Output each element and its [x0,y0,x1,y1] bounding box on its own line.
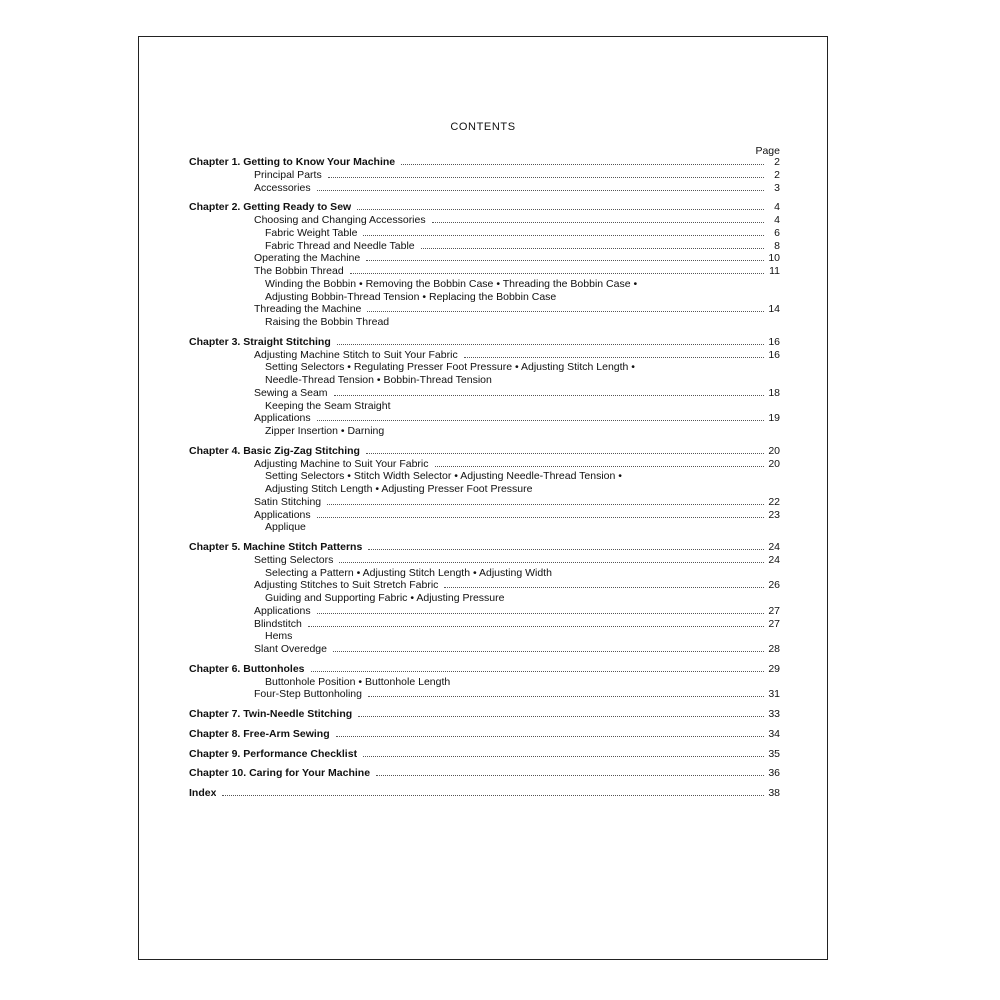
toc-entry [189,483,780,496]
toc-entry-label: Principal Parts [254,168,322,181]
toc-entry [189,412,780,425]
toc-entry [189,605,780,618]
dot-leader [421,247,764,249]
toc-entry [189,458,780,471]
dot-leader [317,189,764,191]
toc-entry [189,400,780,413]
toc-entry-label: Threading the Machine [254,303,362,316]
toc-entry-label: Chapter 6. Buttonholes [189,662,305,675]
dot-leader [328,176,764,178]
toc-page-number: 20 [768,457,780,470]
toc-page-number: 4 [774,214,780,226]
dot-leader [334,394,764,396]
toc-entry [189,567,780,580]
toc-page-number: 11 [769,265,780,277]
dot-leader [311,670,764,672]
toc-page-number: 29 [768,662,780,675]
toc-page-number: 27 [768,617,780,630]
dot-leader [358,715,764,717]
toc-entry [189,643,780,656]
toc-chapter-entry [189,445,780,458]
toc-entry [189,630,780,643]
toc-entry-label: Adjusting Machine Stitch to Suit Your Fabric [254,348,458,361]
toc-entry-label: Accessories [254,181,311,194]
document-page [138,36,828,960]
toc-entry-label: Applications [254,412,311,425]
toc-entry [189,579,780,592]
toc-entry-label: Adjusting Bobbin-Thread Tension • Replacing the Bobbin Case [265,290,557,303]
toc-page-number: 31 [768,688,780,701]
dot-leader [337,343,764,345]
dot-leader [350,272,764,274]
toc-page-number: 27 [768,604,780,617]
toc-chapter-entry [189,336,780,349]
toc-entry-label: Needle-Thread Tension • Bobbin-Thread Tension [265,374,492,386]
toc-entry [189,688,780,701]
toc-entry [189,521,780,534]
toc-entry-label: Satin Stitching [254,495,322,508]
toc-page-number: 16 [768,335,780,348]
toc-entry [189,316,780,329]
toc-entry [189,374,780,387]
toc-chapter-entry [189,201,780,214]
toc-page-number: 23 [768,508,780,521]
toc-entry-label: Zipper Insertion • Darning [265,425,385,437]
toc-entry-label: Chapter 2. Getting Ready to Sew [189,201,352,214]
toc-entry [189,252,780,265]
toc-page-number: 34 [768,727,780,740]
toc-entry [189,496,780,509]
toc-page-number: 3 [774,181,780,194]
dot-leader [357,208,764,210]
toc-entry-label: Four-Step Buttonholing [254,688,362,701]
toc-page-number: 8 [774,239,780,252]
toc-entry [189,509,780,522]
page-title: CONTENTS [450,121,516,133]
toc-page-number: 16 [768,348,780,361]
dot-leader [376,774,764,776]
toc-page-number: 18 [768,386,780,399]
toc-entry [189,278,780,291]
toc-entry-label: Chapter 4. Basic Zig-Zag Stitching [189,444,360,457]
dot-leader [339,561,764,563]
toc-entry-label: Chapter 7. Twin-Needle Stitching [189,708,353,720]
toc-chapter-entry [189,156,780,169]
toc-page-number: 33 [768,708,780,720]
toc-page-number: 28 [768,643,780,655]
toc-entry-label: Applique [265,521,306,534]
toc-entry-label: Adjusting Stitch Length • Adjusting Presser Foot Pressure [265,483,533,495]
dot-leader [464,356,764,358]
toc-entry [189,214,780,227]
toc-chapter-entry [189,748,780,761]
toc-page-number: 20 [768,444,780,457]
toc-page-number: 4 [774,201,780,214]
toc-entry [189,169,780,182]
toc-entry [189,240,780,253]
dot-leader [432,221,764,223]
toc-entry [189,361,780,374]
dot-leader [317,612,764,614]
toc-entry-label: Setting Selectors • Stitch Width Selector • Adjusting Needle-Thread Tension • [265,470,622,483]
dot-leader [363,755,764,757]
toc-entry-label: Applications [254,508,311,521]
toc-entry-label: Guiding and Supporting Fabric • Adjusting Pressure [265,592,505,604]
toc-entry [189,227,780,240]
toc-entry [189,592,780,605]
toc-page-number: 10 [768,252,780,265]
toc-entry-label: Index [189,787,217,799]
dot-leader [366,452,764,454]
toc-entry-label: Hems [265,630,293,643]
dot-leader [363,234,764,236]
toc-entry-label: Winding the Bobbin • Removing the Bobbin Case • Threading the Bobbin Case • [265,277,638,290]
toc-entry [189,349,780,362]
toc-entry [189,182,780,195]
toc-entry [189,618,780,631]
toc-chapter-entry [189,663,780,676]
dot-leader [435,465,764,467]
dot-leader [327,503,764,505]
toc-entry-label: Chapter 5. Machine Stitch Patterns [189,541,363,553]
toc-chapter-entry [189,708,780,721]
toc-entry-label: Slant Overedge [254,643,327,655]
toc-entry-label: Setting Selectors [254,553,334,566]
toc-entry-label: Chapter 8. Free-Arm Sewing [189,727,330,740]
toc-entry-label: Keeping the Seam Straight [265,399,391,412]
dot-leader [336,735,764,737]
toc-page-number: 36 [768,767,780,780]
toc-entry [189,425,780,438]
toc-page-number: 14 [768,303,780,316]
toc-entry-label: Adjusting Machine to Suit Your Fabric [254,457,429,470]
dot-leader [317,419,764,421]
toc-chapter-entry [189,541,780,554]
toc-page-number: 2 [774,156,780,168]
toc-page-number: 26 [768,579,780,592]
toc-entry [189,676,780,689]
dot-leader [317,516,764,518]
toc-entry [189,387,780,400]
toc-entry [189,265,780,278]
page-column-header: Page [755,145,780,157]
toc-entry-label: Adjusting Stitches to Suit Stretch Fabric [254,579,439,592]
toc-entry-label: The Bobbin Thread [254,265,344,277]
dot-leader [444,586,764,588]
toc-page-number: 2 [774,168,780,181]
toc-entry-label: Raising the Bobbin Thread [265,316,390,328]
toc-entry [189,303,780,316]
toc-entry [189,291,780,304]
toc-page-number: 24 [768,553,780,566]
dot-leader [401,163,764,165]
toc-page-number: 38 [768,787,780,799]
toc-entry-label: Blindstitch [254,617,302,630]
toc-entry-label: Chapter 10. Caring for Your Machine [189,767,371,780]
toc-chapter-entry [189,767,780,780]
toc-entry-label: Choosing and Changing Accessories [254,214,426,226]
toc-page-number: 6 [774,226,780,239]
dot-leader [368,695,764,697]
toc-entry-label: Setting Selectors • Regulating Presser Foot Pressure • Adjusting Stitch Length • [265,361,635,374]
toc-chapter-entry [189,728,780,741]
toc-entry-label: Chapter 9. Performance Checklist [189,747,358,760]
toc-entry-label: Buttonhole Position • Buttonhole Length [265,675,451,688]
toc-entry-label: Selecting a Pattern • Adjusting Stitch Length • Adjusting Width [265,566,552,579]
toc-index-entry [189,787,780,800]
toc-entry [189,470,780,483]
toc-entry [189,554,780,567]
toc-entry-label: Chapter 3. Straight Stitching [189,335,331,348]
toc-page-number: 24 [768,541,780,553]
dot-leader [366,259,764,261]
dot-leader [222,794,764,796]
dot-leader [368,548,764,550]
toc-entry-label: Fabric Weight Table [265,226,358,239]
toc-entry-label: Applications [254,604,311,617]
toc-entry-label: Fabric Thread and Needle Table [265,239,415,252]
toc-entry-label: Operating the Machine [254,252,361,265]
toc-page-number: 35 [768,747,780,760]
toc-entry-label: Chapter 1. Getting to Know Your Machine [189,156,396,168]
dot-leader [367,310,764,312]
toc-entry-label: Sewing a Seam [254,386,328,399]
toc-page-number: 19 [768,412,780,425]
dot-leader [333,650,764,652]
toc-page-number: 22 [768,495,780,508]
dot-leader [308,625,764,627]
